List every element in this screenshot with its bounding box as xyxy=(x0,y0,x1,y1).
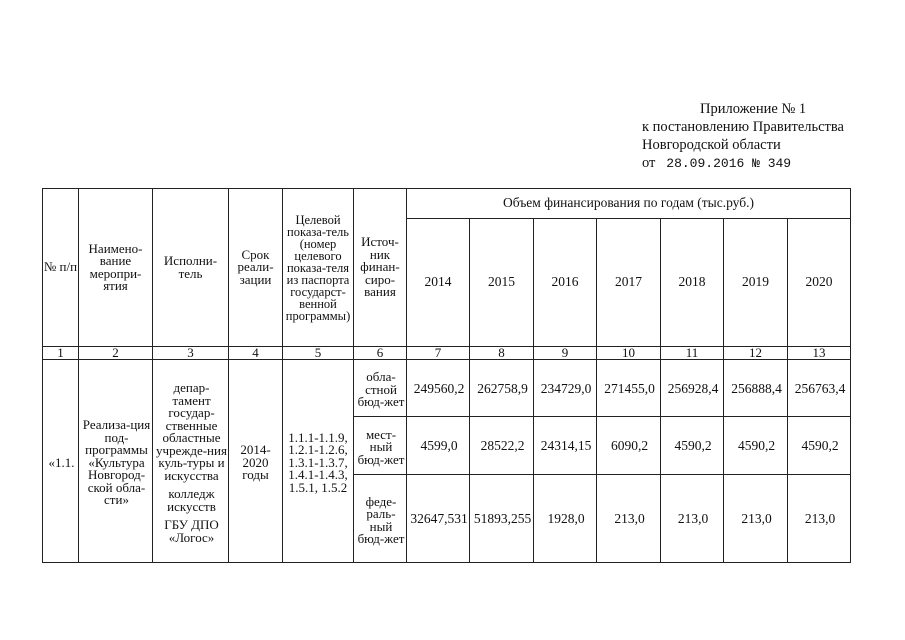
header-executor: Исполни-тель xyxy=(153,189,229,347)
column-number: 6 xyxy=(354,347,407,360)
source-local: мест-ный бюд-жет xyxy=(354,417,407,475)
resolution-date xyxy=(642,154,882,173)
column-number: 12 xyxy=(724,347,788,360)
funding-table xyxy=(42,188,851,563)
header-source: Источ-ник финан-сиро-вания xyxy=(354,189,407,347)
column-number: 2 xyxy=(79,347,153,360)
header-year: 2017 xyxy=(597,219,661,347)
column-number: 9 xyxy=(534,347,597,360)
value-cell: 256928,4 xyxy=(661,360,724,417)
value-cell: 28522,2 xyxy=(470,417,534,475)
row-executors xyxy=(153,360,229,563)
header-period: Срок реали-зации xyxy=(229,189,283,347)
source-federal: феде-раль-ный бюд-жет xyxy=(354,475,407,563)
executor-department: депар-тамент государ-ственные областные учрежде-ния куль-туры и искусства xyxy=(156,380,227,483)
row-number: «1.1. xyxy=(43,360,79,563)
column-number: 13 xyxy=(788,347,851,360)
value-cell: 24314,15 xyxy=(534,417,597,475)
header-name: Наимено-вание меропри-ятия xyxy=(79,189,153,347)
value-cell: 51893,255 xyxy=(470,475,534,563)
header-year: 2019 xyxy=(724,219,788,347)
value-cell: 213,0 xyxy=(788,475,851,563)
value-cell: 1928,0 xyxy=(534,475,597,563)
value-cell: 271455,0 xyxy=(597,360,661,417)
executor-logos: ГБУ ДПО «Логос» xyxy=(164,517,219,545)
column-number: 5 xyxy=(283,347,354,360)
document-heading xyxy=(642,100,882,173)
value-cell: 249560,2 xyxy=(407,360,470,417)
region-name: Новгородской области xyxy=(642,137,781,153)
header-year: 2015 xyxy=(470,219,534,347)
value-cell: 4590,2 xyxy=(661,417,724,475)
resolution-ref: к постановлению Правительства xyxy=(642,119,844,135)
column-number: 7 xyxy=(407,347,470,360)
column-number: 10 xyxy=(597,347,661,360)
value-cell: 234729,0 xyxy=(534,360,597,417)
value-cell: 32647,531 xyxy=(407,475,470,563)
value-cell: 262758,9 xyxy=(470,360,534,417)
row-indicator: 1.1.1-1.1.9, 1.2.1-1.2.6, 1.3.1-1.3.7, 1.4.1-1.4.3, 1.5.1, 1.5.2 xyxy=(283,360,354,563)
value-cell: 4599,0 xyxy=(407,417,470,475)
value-cell: 213,0 xyxy=(597,475,661,563)
value-cell: 213,0 xyxy=(724,475,788,563)
column-number: 8 xyxy=(470,347,534,360)
source-regional: обла-стной бюд-жет xyxy=(354,360,407,417)
header-num: № п/п xyxy=(43,189,79,347)
header-year: 2016 xyxy=(534,219,597,347)
executor-college: колледж искусств xyxy=(167,486,216,514)
row-period: 2014-2020 годы xyxy=(229,360,283,563)
appendix-title: Приложение № 1 xyxy=(700,101,807,117)
date-value: 28.09.2016 № 349 xyxy=(666,156,792,171)
header-year: 2020 xyxy=(788,219,851,347)
value-cell: 256888,4 xyxy=(724,360,788,417)
value-cell: 213,0 xyxy=(661,475,724,563)
value-cell: 6090,2 xyxy=(597,417,661,475)
header-indicator: Целевой показа-тель (номер целевого показа-теля из паспорта государст-венной программы) xyxy=(283,189,354,347)
column-number: 3 xyxy=(153,347,229,360)
column-number: 1 xyxy=(43,347,79,360)
value-cell: 256763,4 xyxy=(788,360,851,417)
column-number: 4 xyxy=(229,347,283,360)
header-year: 2018 xyxy=(661,219,724,347)
value-cell: 4590,2 xyxy=(724,417,788,475)
column-number: 11 xyxy=(661,347,724,360)
value-cell: 4590,2 xyxy=(788,417,851,475)
date-prefix: от xyxy=(642,155,656,171)
header-funding: Объем финансирования по годам (тыс.руб.) xyxy=(407,189,851,219)
row-name: Реализа-ция под-программы «Культура Новгород-ской обла-сти» xyxy=(79,360,153,563)
header-year: 2014 xyxy=(407,219,470,347)
